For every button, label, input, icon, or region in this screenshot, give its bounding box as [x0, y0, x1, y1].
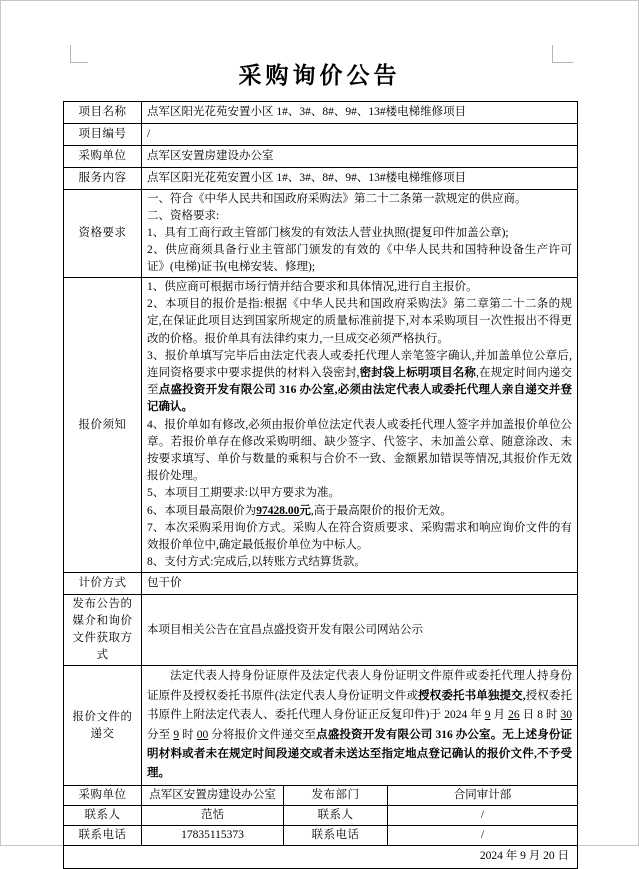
- contact-person2-value: /: [388, 805, 578, 825]
- table-row: [64, 666, 578, 785]
- contact-phone2-value: /: [388, 825, 578, 845]
- contact-purchaser-label: 采购单位: [64, 785, 142, 805]
- table-row: [64, 168, 578, 190]
- table-row: [64, 278, 578, 573]
- issuing-dept-label: 发布部门: [284, 785, 388, 805]
- table-row: [64, 845, 578, 868]
- contact-person-value: 范恬: [142, 805, 284, 825]
- table-row: [64, 785, 578, 805]
- contact-person2-label: 联系人: [284, 805, 388, 825]
- table-row: [64, 805, 578, 825]
- project-number-label: 项目编号: [64, 124, 142, 146]
- submission-label: 报价文件的递交: [64, 666, 142, 785]
- table-row: [64, 573, 578, 595]
- project-number-value: /: [142, 124, 578, 146]
- project-name-value: 点军区阳光花苑安置小区 1#、3#、8#、9#、13#楼电梯维修项目: [142, 102, 578, 124]
- announcement-media-label: 发布公告的媒介和询价文件获取方式: [64, 595, 142, 666]
- project-name-label: 项目名称: [64, 102, 142, 124]
- contact-phone-label: 联系电话: [64, 825, 142, 845]
- table-row: [64, 146, 578, 168]
- submission-value: 法定代表人持身份证原件及法定代表人身份证明文件原件或委托代理人持身份证原件及授权委托书原件(法定代表人身份证明文件或授权委托书单独提交,授权委托书原件上附法定代表人、委托代理人身份证正反复印件)于 2024 年 9 月 26 日 8 时 30 分至 9 时 00 分将报价文件递交至点盛投资开发有限公司 316 办公室。无上述身份证明材料或者未在规定时间段递交或者未送达至指定地点登记确认的报价文件,不予受理。: [142, 666, 578, 785]
- contact-person-label: 联系人: [64, 805, 142, 825]
- issuing-dept-value: 合同审计部: [388, 785, 578, 805]
- service-content-value: 点军区阳光花苑安置小区 1#、3#、8#、9#、13#楼电梯维修项目: [142, 168, 578, 190]
- announcement-table: [63, 101, 578, 869]
- quote-notes-label: 报价须知: [64, 278, 142, 573]
- contact-phone2-label: 联系电话: [284, 825, 388, 845]
- purchaser-label: 采购单位: [64, 146, 142, 168]
- qualification-value: 一、符合《中华人民共和国政府采购法》第二十二条第一款规定的供应商。 二、资格要求: 1、具有工商行政主管部门核发的有效法人营业执照(提复印件加盖公章); 2、供应商须具备行业主管部门颁发的有效的《中华人民共和国特种设备生产许可证》(电梯)证书(电梯安装、修理);: [142, 190, 578, 278]
- table-row: [64, 825, 578, 845]
- table-row: [64, 595, 578, 666]
- service-content-label: 服务内容: [64, 168, 142, 190]
- table-row: [64, 190, 578, 278]
- announcement-date: 2024 年 9 月 20 日: [64, 845, 578, 868]
- announcement-media-value: 本项目相关公告在宜昌点盛投资开发有限公司网站公示: [142, 595, 578, 666]
- contact-phone-value: 17835115373: [142, 825, 284, 845]
- pricing-method-label: 计价方式: [64, 573, 142, 595]
- page-title: 采购询价公告: [238, 63, 401, 88]
- pricing-method-value: 包干价: [142, 573, 578, 595]
- qualification-label: 资格要求: [64, 190, 142, 278]
- contact-purchaser-value: 点军区安置房建设办公室: [142, 785, 284, 805]
- purchaser-value: 点军区安置房建设办公室: [142, 146, 578, 168]
- table-row: [64, 124, 578, 146]
- quote-notes-value: 1、供应商可根据市场行情并结合要求和具体情况,进行自主报价。 2、本项目的报价是指:根据《中华人民共和国政府采购法》第二章第二十二条的规定,在保证此项目达到国家所规定的质量标准前提下,对本采购项目一次性报出不得更改的价格。报价单具有法律约束力,一旦成交必须严格执行。 3、报价单填写完毕后由法定代表人或委托代理人亲笔签字确认,并加盖单位公章后,连同资格要求中要求提供的材料入袋密封,密封袋上标明项目名称,在规定时间内递交至点盛投资开发有限公司 316 办公室,必须由法定代表人或委托代理人亲自递交并登记确认。 4、报价单如有修改,必须由报价单位法定代表人或委托代理人签字并加盖报价单位公章。若报价单存在修改采购明细、缺少签字、代签字、未加盖公章、随意涂改、未按要求填写、单价与数量的乘积与合价不一致、金额累加错误等情况,其报价作无效报价处理。 5、本项目工期要求:以甲方要求为准。 6、本项目最高限价为97428.00元,高于最高限价的报价无效。 7、本次采购采用询价方式。采购人在符合资质要求、采购需求和响应询价文件的有效报价单位中,确定最低报价单位为中标人。 8、支付方式:完成后,以转账方式结算货款。: [142, 278, 578, 573]
- table-row: [64, 102, 578, 124]
